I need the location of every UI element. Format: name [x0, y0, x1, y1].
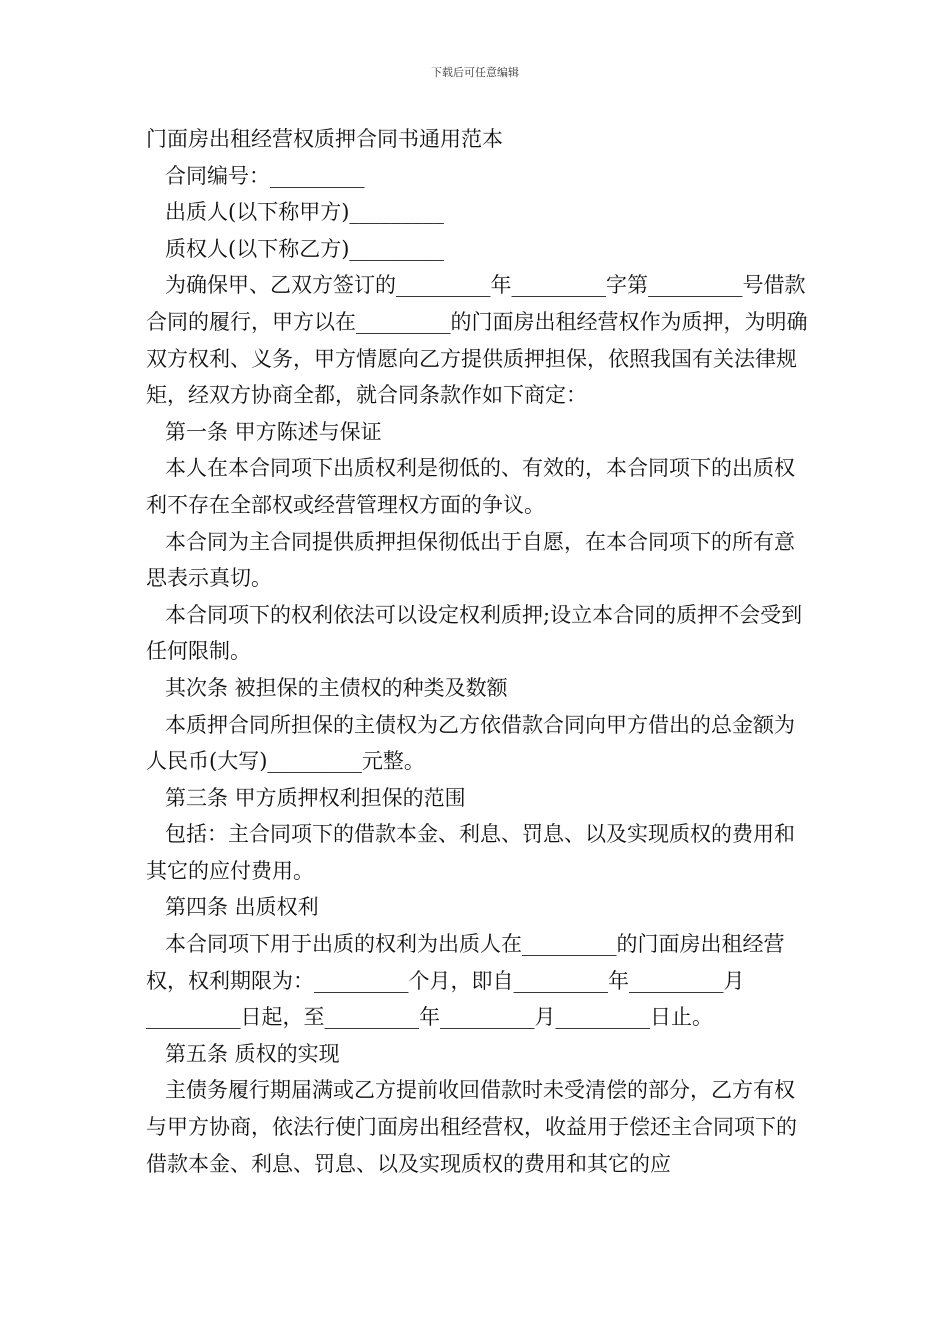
article-3-paragraph: 包括：主合同项下的借款本金、利息、罚息、以及实现质权的费用和其它的应付费用。	[146, 822, 795, 883]
preamble-paragraph: 为确保甲、乙双方签订的_________年_________字第_________号借款合同的履行，甲方以在_________的门面房出租经营权作为质押，为明确双方权利、义务，甲方情愿向乙方提供质押担保，依照我国有关法律规矩，经双方协商全都，就合同条款作如下商定：	[146, 273, 808, 408]
article-1-paragraph-2: 本合同为主合同提供质押担保彻低出于自愿，在本合同项下的所有意思表示真切。	[146, 529, 795, 591]
article-5-heading: 第五条 质权的实现	[165, 1041, 340, 1066]
article-4-paragraph: 本合同项下用于出质的权利为出质人在_________的门面房出租经营权，权利期限为：_________个月，即自_________年_________月_________日起，至_________年_________月_________日止。	[146, 932, 785, 1030]
article-2-paragraph: 本质押合同所担保的主债权为乙方依借款合同向甲方借出的总金额为人民币(大写)_________元整。	[146, 712, 795, 774]
article-4-heading: 第四条 出质权利	[165, 895, 319, 920]
article-2-heading: 其次条 被担保的主债权的种类及数额	[165, 675, 508, 700]
article-1-paragraph-1: 本人在本合同项下出质权利是彻低的、有效的，本合同项下的出质权利不存在全部权或经营管理权方面的争议。	[146, 456, 795, 517]
contract-number-line: 合同编号：_________	[165, 163, 365, 188]
document-title: 门面房出租经营权质押合同书通用范本	[146, 127, 503, 151]
pledgee-line: 质权人(以下称乙方)_________	[165, 236, 444, 261]
document-body	[146, 121, 810, 1182]
article-1-paragraph-3: 本合同项下的权利依法可以设定权利质押;设立本合同的质押不会受到任何限制。	[146, 602, 803, 664]
pledgor-line: 出质人(以下称甲方)_________	[165, 200, 444, 225]
page-header-note: 下载后可任意编辑	[431, 66, 519, 79]
article-1-heading: 第一条 甲方陈述与保证	[165, 419, 382, 444]
article-5-paragraph: 主债务履行期届满或乙方提前收回借款时未受清偿的部分，乙方有权与甲方协商，依法行使门面房出租经营权，收益用于偿还主合同项下的借款本金、利息、罚息、以及实现质权的费用和其它的应	[146, 1078, 797, 1176]
article-3-heading: 第三条 甲方质押权利担保的范围	[165, 785, 466, 810]
